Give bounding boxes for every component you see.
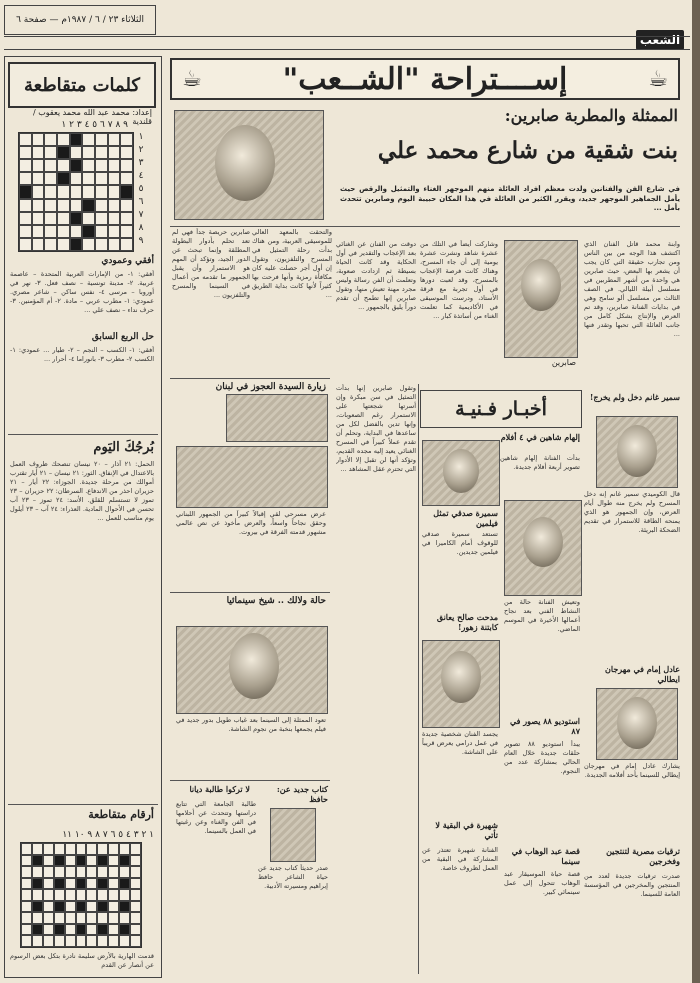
number-puzzle-cell xyxy=(108,889,119,901)
crossword-cell xyxy=(32,212,45,225)
crossword-cell xyxy=(120,225,133,238)
crossword-cell xyxy=(120,172,133,185)
crossword-cell xyxy=(32,133,45,146)
number-puzzle-cell xyxy=(108,924,119,936)
crossword-cell xyxy=(120,146,133,159)
visit-text: عرض مسرحي لقي إقبالاً كبيراً من الجمهور اللبناني وحقق نجاحاً واسعاً، والعرض مأخوذ عن نص عالمي مشهور قدمته الفرقة في بيروت. xyxy=(176,510,326,536)
crossword-cell xyxy=(82,238,95,251)
stage-photo-1 xyxy=(226,394,328,442)
crossword-cell xyxy=(108,146,121,159)
book-photo xyxy=(270,808,316,862)
clues-text: أفقي: ١- من الإمارات العربية المتحدة – عاصمة عربية. ٢- مدينة تونسية – نصف فعل. ٣- نهر في أوروبا – مرسى ٤- نفس ساكن – شاعر مصري. عمودي: ١- مطرب عربي – مادة. ٢- أم المؤمنين. ٣- حرف نداء – نصف علي ... xyxy=(10,270,154,314)
crossword-cell xyxy=(32,225,45,238)
crossword-cell xyxy=(19,172,32,185)
crossword-cell xyxy=(108,212,121,225)
crossword-cell xyxy=(70,199,83,212)
galat-heading: مدحت صالح يعانق كابتنة زهور! xyxy=(436,612,498,632)
hala-heading: حالة ولالك .. شيخ سينمائيا xyxy=(226,596,326,606)
horoscope-heading: بُرجُكَ اليَوم xyxy=(93,440,154,455)
qissa-text: قصة حياة الموسيقار عبد الوهاب تتحول إلى عمل سينمائي كبير. xyxy=(504,870,580,896)
number-puzzle-cell xyxy=(43,912,54,924)
crossword-cell xyxy=(120,212,133,225)
number-puzzle-cell xyxy=(21,935,32,947)
crossword-cell xyxy=(120,185,133,198)
story-column-4: والتحقت بالمعهد العالي للموسيقى العربية، ومن هناك بدأت رحلة التمثيل في المسرح والتلفزيون، وتقول إن أول أجر حصلت عليه كان مكافأة رمزية وأنها فرحت بها كثيراً لأنها كانت بداية الطريق ... xyxy=(252,228,332,299)
number-puzzle-cell xyxy=(54,843,65,855)
crossword-cell xyxy=(120,133,133,146)
crossword-byline: إعداد: محمد عبد الله محمد يعقوب / قلندية xyxy=(33,108,152,126)
crossword-cell xyxy=(44,146,57,159)
number-puzzle-cell xyxy=(32,935,43,947)
crossword-title xyxy=(8,62,156,108)
story-column-2: وشاركت أيضاً في التلك من عشرة شاهد ونشرت عشرة يومية إلى أن جاء المسرح، وهناك كانت فرصة الإعجاب بالمسرح، وقد لعبت دورها في أول تجربة مع فرقة الأستاذ، ودرست الموسيقى في الأكاديمية كما تعلمت الغناء من أساتذة كبار ... xyxy=(420,240,498,320)
story-column-1: وابنة محمد قاتل الفنان الذي اكتشف هذا الوجه من بين الناس ومن تجارب حقيقة التي كان يجب أن يشعر بها البعض، حيث صابرين هي واحدة من أشهر المطربين في مسلسل أبيلة الليالي. في الصف الثالث من مسلسل ألو سامح وهي في بدايات الفنانة صابرين، وقد تم العرض والإنتاج بشكل كامل من جانب العائلة التي تحبها وتقدر فنها ... xyxy=(584,240,680,338)
number-puzzle-cell xyxy=(32,866,43,878)
number-puzzle-cell xyxy=(32,901,43,913)
number-puzzle-cell xyxy=(130,866,141,878)
tarqiyat-text: صدرت ترقيات جديدة لعدد من المنتجين والمخرجين في المؤسسة العامة للسينما. xyxy=(584,872,680,898)
number-puzzle-cell xyxy=(119,901,130,913)
number-puzzle-cell xyxy=(97,924,108,936)
story-kicker: الممثلة والمطربة صابرين: xyxy=(504,106,678,125)
number-puzzle-cell xyxy=(32,889,43,901)
crossword-cell xyxy=(70,238,83,251)
number-puzzle-cell xyxy=(86,935,97,947)
crossword-cell xyxy=(44,159,57,172)
crossword-cell xyxy=(82,146,95,159)
crossword-cell xyxy=(57,146,70,159)
coffee-cup-icon: ☕ xyxy=(182,66,202,92)
tarqiyat-heading: ترقيات مصرية لتنتجين وفخرجين xyxy=(606,846,680,866)
number-puzzle-cell xyxy=(97,878,108,890)
diana-heading: لا تركوا طالبة ديانا xyxy=(189,784,250,794)
number-puzzle-cell xyxy=(32,855,43,867)
crossword-cell xyxy=(95,238,108,251)
crossword-cell xyxy=(95,146,108,159)
crossword-cell xyxy=(19,146,32,159)
crossword-row-number: ٤ xyxy=(138,171,144,181)
adel-heading: عادل إمام في مهرجان ايطالي xyxy=(605,664,680,684)
number-puzzle-cell xyxy=(130,878,141,890)
crossword-row-number: ٧ xyxy=(138,210,144,220)
number-puzzle-cell xyxy=(54,935,65,947)
crossword-cell xyxy=(44,212,57,225)
number-puzzle-cell xyxy=(119,889,130,901)
number-puzzle-cell xyxy=(108,935,119,947)
studio-heading: استوديو ٨٨ يصور في ٨٧ xyxy=(509,716,580,736)
numbers-puzzle-top: ١ ٢ ٣ ٤ ٥ ٦ ٧ ٨ ٩ ١٠ ١١ xyxy=(62,830,154,840)
crossword-cell xyxy=(120,238,133,251)
number-puzzle-cell xyxy=(32,924,43,936)
qissa-heading: قصة عبد الوهاب في سينما xyxy=(511,846,580,866)
crossword-cell xyxy=(108,238,121,251)
number-puzzle-cell xyxy=(43,935,54,947)
number-puzzle-cell xyxy=(43,843,54,855)
crossword-cell xyxy=(57,133,70,146)
crossword-cell xyxy=(44,238,57,251)
issue-date: الثلاثاء ٢٣ / ٦ / ١٩٨٧م — صفحة ٦ xyxy=(16,15,144,25)
crossword-cell xyxy=(70,225,83,238)
crossword-cell xyxy=(57,185,70,198)
number-puzzle-cell xyxy=(86,843,97,855)
story-intro: في شارع الفن والفنانين ولدت معظم أفراد العائلة منهم الموجهر الغناء والتمثيل والرقص حيث يأمل الجماهير الموجهر جديد، ويقرر الكثير من العائلة في هذا المكان حبيبة اليوم وصابرين تتحدث بأمل ... xyxy=(340,185,680,212)
akhbar-title: أخبـار فـنيـة xyxy=(455,398,547,420)
number-puzzle-cell xyxy=(108,878,119,890)
crossword-cell xyxy=(44,225,57,238)
crossword-cell xyxy=(32,159,45,172)
crossword-cell xyxy=(57,172,70,185)
clues-heading: أفقي وعمودي xyxy=(101,256,154,266)
samira-photo xyxy=(504,500,582,596)
crossword-cell xyxy=(108,185,121,198)
number-puzzle-cell xyxy=(65,843,76,855)
number-puzzle-cell xyxy=(86,889,97,901)
number-puzzle-cell xyxy=(119,866,130,878)
crossword-row-number: ٨ xyxy=(138,223,144,233)
samira-heading: سميرة صدقي تمثل فيلمين xyxy=(433,508,498,528)
number-puzzle-cell xyxy=(21,924,32,936)
number-puzzle-cell xyxy=(54,866,65,878)
crossword-cell xyxy=(44,199,57,212)
number-puzzle-cell xyxy=(119,912,130,924)
crossword-cell xyxy=(95,225,108,238)
number-puzzle-cell xyxy=(76,924,87,936)
crossword-row-number: ٢ xyxy=(138,145,144,155)
number-puzzle-cell xyxy=(76,889,87,901)
number-puzzle-cell xyxy=(130,855,141,867)
numbers-puzzle-grid xyxy=(20,842,142,948)
samira-text: تستعد سميرة صدقي للوقوف أمام الكاميرا في فيلمين جديدين. xyxy=(422,530,498,556)
number-puzzle-cell xyxy=(43,901,54,913)
crossword-cell xyxy=(120,159,133,172)
crossword-cell xyxy=(19,238,32,251)
crossword-cell xyxy=(108,172,121,185)
crossword-cell xyxy=(57,199,70,212)
crossword-cell xyxy=(32,172,45,185)
sabreen-photo xyxy=(504,240,578,358)
shuhra-text: الفنانة شهيرة تعتذر عن المشاركة في البقية من العمل لظروف خاصة. xyxy=(422,846,498,872)
number-puzzle-cell xyxy=(43,889,54,901)
galat-text: يجسد الفنان شخصية جديدة في عمل درامي يعرض قريباً على الشاشة. xyxy=(422,730,498,756)
number-puzzle-cell xyxy=(97,912,108,924)
section-title: إســــتراحة "الشــعب" xyxy=(282,61,568,97)
number-puzzle-cell xyxy=(65,855,76,867)
number-puzzle-cell xyxy=(21,866,32,878)
crossword-cell xyxy=(32,238,45,251)
story-column-5: صابرين حريصة جداً فهي لم تعد تحلم بأدوار البطولة المطلقة وإنما تبحث عن الدور الجيد، وتؤكد أن المهم هو الاستمرار وأن يقبل الجمهور ما تقدمه من أعمال في السينما والمسرح والتلفزيون ... xyxy=(172,228,250,299)
number-puzzle-cell xyxy=(86,901,97,913)
coffee-cup-icon: ☕ xyxy=(648,66,668,92)
crossword-cell xyxy=(19,199,32,212)
crossword-cell xyxy=(32,146,45,159)
number-puzzle-cell xyxy=(97,855,108,867)
visit-heading: زيارة السيدة العجوز في لبنان xyxy=(215,382,326,392)
book-heading: كتاب جديد عن: حافظ xyxy=(276,784,328,804)
number-puzzle-cell xyxy=(86,878,97,890)
crossword-cell xyxy=(108,159,121,172)
number-puzzle-cell xyxy=(54,924,65,936)
crossword-cell xyxy=(32,185,45,198)
number-puzzle-cell xyxy=(54,889,65,901)
crossword-cell xyxy=(82,199,95,212)
crossword-row-number: ١ xyxy=(138,132,144,142)
crossword-cell xyxy=(70,159,83,172)
crossword-cell xyxy=(19,212,32,225)
number-puzzle-cell xyxy=(97,866,108,878)
number-puzzle-cell xyxy=(108,866,119,878)
diana-text: طالبة الجامعة التي تتابع دراستها وتتحدث عن أحلامها في الفن والغناء وعن رغبتها في العمل بالسينما. xyxy=(176,800,256,835)
number-puzzle-cell xyxy=(119,878,130,890)
crossword-title-text: كلمات متقاطعة xyxy=(24,74,140,96)
number-puzzle-cell xyxy=(86,912,97,924)
adel-text: يشارك عادل إمام في مهرجان إيطالي للسينما بأحد أفلامه الجديدة. xyxy=(584,762,680,779)
crossword-cell xyxy=(57,212,70,225)
number-puzzle-cell xyxy=(86,866,97,878)
number-puzzle-cell xyxy=(65,866,76,878)
number-puzzle-cell xyxy=(119,924,130,936)
number-puzzle-cell xyxy=(130,912,141,924)
crossword-grid xyxy=(18,132,134,252)
crossword-cell xyxy=(70,185,83,198)
crossword-cell xyxy=(95,172,108,185)
number-puzzle-cell xyxy=(76,843,87,855)
number-puzzle-cell xyxy=(97,901,108,913)
number-puzzle-cell xyxy=(86,855,97,867)
section-header xyxy=(170,58,680,100)
number-puzzle-cell xyxy=(76,901,87,913)
number-puzzle-cell xyxy=(43,878,54,890)
top-rule xyxy=(4,36,690,50)
number-puzzle-cell xyxy=(21,889,32,901)
crossword-cell xyxy=(108,199,121,212)
adel-photo xyxy=(596,688,678,760)
crossword-row-number: ٦ xyxy=(138,197,144,207)
akhbar-text-2: وتعيش الفنانة حالة من النشاط الفني بعد نجاح أعمالها الأخيرة في الموسم الماضي. xyxy=(504,598,580,633)
akhbar-box xyxy=(420,390,582,428)
crossword-cell xyxy=(82,225,95,238)
crossword-cell xyxy=(95,212,108,225)
number-puzzle-cell xyxy=(130,889,141,901)
number-puzzle-cell xyxy=(130,901,141,913)
number-puzzle-cell xyxy=(108,855,119,867)
ghareeb-heading: سمير غانم دخل ولم يخرج! xyxy=(589,392,680,402)
elham-heading: إلهام شاهين في ٤ أفلام xyxy=(500,432,580,442)
ghareeb-text: قال الكوميدي سمير غانم إنه دخل المسرح ولم يخرج منه طوال أيام العرض، وإن الجمهور هو الذي يمنحه الطاقة للاستمرار في تقديم الضحكة البريئة. xyxy=(584,490,680,534)
crossword-cell xyxy=(82,159,95,172)
crossword-cell xyxy=(82,212,95,225)
actress-portrait xyxy=(176,626,328,714)
number-puzzle-cell xyxy=(32,878,43,890)
crossword-cell xyxy=(70,146,83,159)
crossword-row-number: ٥ xyxy=(138,184,144,194)
crossword-cell xyxy=(19,185,32,198)
crossword-cell xyxy=(95,133,108,146)
crossword-row-number: ٣ xyxy=(138,158,144,168)
number-puzzle-cell xyxy=(65,901,76,913)
number-puzzle-cell xyxy=(65,935,76,947)
date-strip xyxy=(4,5,156,35)
number-puzzle-cell xyxy=(119,935,130,947)
crossword-cell xyxy=(19,133,32,146)
prev-solution-heading: حل الربع السابق xyxy=(91,332,154,342)
book-text: صدر حديثاً كتاب جديد عن حياة الشاعر حافظ إبراهيم ومسيرته الأدبية. xyxy=(258,864,328,890)
crossword-cell xyxy=(57,225,70,238)
prev-solution-text: أفقي: ١- الكسب – النجم – ٢- طيار ... عمودي: ١- الكسب ٢- مطرب ٣- بانوراما ٤- أحرار ... xyxy=(10,346,154,363)
crossword-cell xyxy=(95,199,108,212)
footer-note: قدمت الهارية بالأرض سليمة نادرة بتكل بعض الرسوم عن أنصار عن القدم xyxy=(10,952,154,969)
number-puzzle-cell xyxy=(76,912,87,924)
number-puzzle-cell xyxy=(108,912,119,924)
crossword-cell xyxy=(44,133,57,146)
crossword-cell xyxy=(82,172,95,185)
crossword-cell xyxy=(95,185,108,198)
crossword-side-numbers xyxy=(136,132,146,249)
ghareeb-photo xyxy=(596,416,678,488)
number-puzzle-cell xyxy=(108,901,119,913)
number-puzzle-cell xyxy=(130,843,141,855)
number-puzzle-cell xyxy=(43,866,54,878)
crossword-cell xyxy=(70,133,83,146)
number-puzzle-cell xyxy=(119,855,130,867)
numbers-puzzle-heading: أرقام متقاطعة xyxy=(88,808,154,821)
crossword-cell xyxy=(70,212,83,225)
number-puzzle-cell xyxy=(130,935,141,947)
crossword-cell xyxy=(108,225,121,238)
number-puzzle-cell xyxy=(65,912,76,924)
number-puzzle-cell xyxy=(43,924,54,936)
story-column-3: دوقت من الفنان عن الغنائي بعد الإعجاب والتقدير في أول الحكاية وقد كانت الحياة بسيطة ثم ازدادت صعوبة، وتعلمت أن الفن رسالة وليس مجرد مهنة تعيش منها، وتقول صابرين إنها تطمح أن تقدم دوراً يليق بالجمهور ... xyxy=(336,240,416,311)
number-puzzle-cell xyxy=(76,855,87,867)
number-puzzle-cell xyxy=(32,843,43,855)
number-puzzle-cell xyxy=(65,889,76,901)
number-puzzle-cell xyxy=(76,878,87,890)
number-puzzle-cell xyxy=(108,843,119,855)
horoscope-text: الحمل: ٢١ آذار – ٢٠ نيسان تنصحك ظروف العمل بالاعتدال في الإنفاق. الثور: ٢١ نيسان – ٢١ أيار تقترب أموالك من مرحلة جديدة. الجوزاء: ٢٢ أيار – ٢١ حزيران احذر من الاندفاع. السرطان: ٢٢ حزيران – ٢٣ تموز لا تستسلم للقلق. الأسد: ٢٤ تموز – ٢٣ آب تحسن في الأحوال المادية. العذراء: ٢٤ آب – ٢٣ أيلول يوم مناسب للعمل ... xyxy=(10,460,154,522)
number-puzzle-cell xyxy=(21,878,32,890)
elham-photo xyxy=(422,440,500,506)
number-puzzle-cell xyxy=(21,912,32,924)
stage-photo-2 xyxy=(176,446,328,508)
number-puzzle-cell xyxy=(76,866,87,878)
middle-text-1: وتقول صابرين إنها بدأت التمثيل في سن مبكرة وإن أسرتها شجعتها على الاستمرار رغم الصعوبات، وإنها تدين بالفضل لكل من ساعدها في البداية، وتحلم أن تقدم عملاً كبيراً في المسرح الغنائي يعيد إليه مجده القديم، وتؤكد أنها لن تقبل إلا الأدوار التي تحترم عقل المشاهد ... xyxy=(336,384,416,473)
crossword-cell xyxy=(44,172,57,185)
crossword-row-number: ٩ xyxy=(138,236,144,246)
crossword-cell xyxy=(19,225,32,238)
crossword-cell xyxy=(70,172,83,185)
crossword-cell xyxy=(95,159,108,172)
number-puzzle-cell xyxy=(97,889,108,901)
crossword-top-numbers: ٩ ٨ ٧ ٦ ٥ ٤ ٣ ٢ ١ xyxy=(61,120,128,130)
number-puzzle-cell xyxy=(76,935,87,947)
number-puzzle-cell xyxy=(86,924,97,936)
crossword-cell xyxy=(44,185,57,198)
crossword-cell xyxy=(82,185,95,198)
crossword-cell xyxy=(120,199,133,212)
number-puzzle-cell xyxy=(54,878,65,890)
number-puzzle-cell xyxy=(65,924,76,936)
number-puzzle-cell xyxy=(54,855,65,867)
photo-caption: صابرين xyxy=(551,358,576,367)
number-puzzle-cell xyxy=(97,935,108,947)
crossword-cell xyxy=(57,159,70,172)
crossword-cell xyxy=(108,133,121,146)
number-puzzle-cell xyxy=(21,855,32,867)
number-puzzle-cell xyxy=(65,878,76,890)
number-puzzle-cell xyxy=(97,843,108,855)
number-puzzle-cell xyxy=(21,843,32,855)
number-puzzle-cell xyxy=(54,901,65,913)
elham-text: بدأت الفنانة إلهام شاهين تصوير أربعة أفلام جديدة. xyxy=(500,454,580,471)
galat-photo xyxy=(422,640,500,728)
paper-name: الشعب xyxy=(639,33,681,47)
number-puzzle-cell xyxy=(43,855,54,867)
hala-text: تعود الممثلة إلى السينما بعد غياب طويل بدور جديد في فيلم يجمعها بنخبة من نجوم الشاشة. xyxy=(176,716,326,733)
crossword-cell xyxy=(57,238,70,251)
number-puzzle-cell xyxy=(119,843,130,855)
story-headline-block xyxy=(358,106,678,164)
crossword-cell xyxy=(82,133,95,146)
number-puzzle-cell xyxy=(130,924,141,936)
story-headline: بنت شقية من شارع محمد علي xyxy=(377,137,678,164)
crossword-cell xyxy=(19,159,32,172)
crossword-cell xyxy=(32,199,45,212)
number-puzzle-cell xyxy=(32,912,43,924)
studio-text: يبدأ استوديو ٨٨ تصوير حلقات جديدة خلال العام الحالي بمشاركة عدد من النجوم. xyxy=(504,740,580,775)
lead-photo xyxy=(174,110,324,220)
shuhra-heading: شهيرة في البقية لا تأتي xyxy=(435,820,498,840)
number-puzzle-cell xyxy=(54,912,65,924)
number-puzzle-cell xyxy=(21,901,32,913)
